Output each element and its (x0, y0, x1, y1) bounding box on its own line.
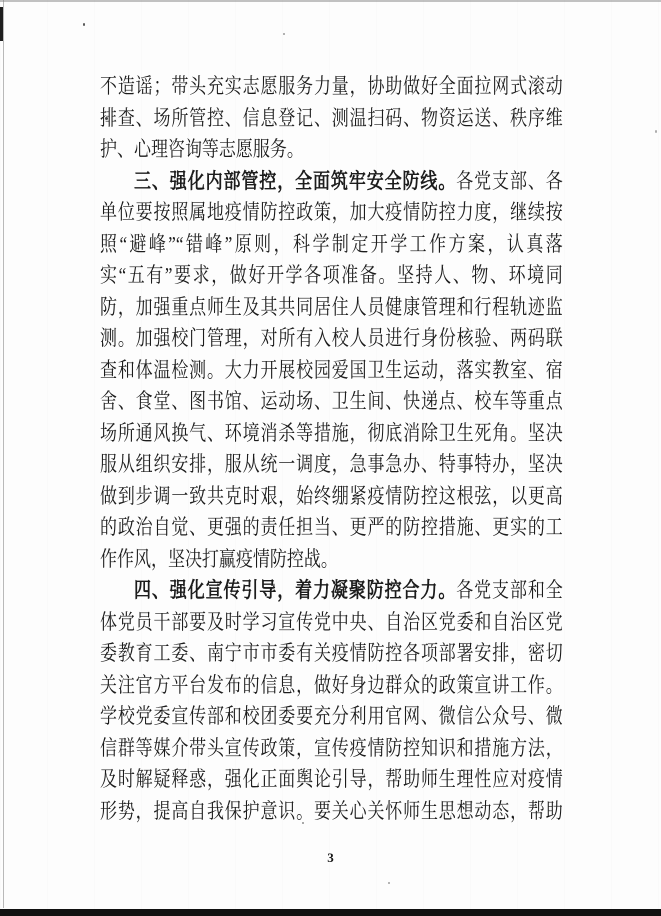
text-segment: 不造谣；带头充实志愿服务力量，协助做好全面拉网式滚动 (100, 74, 563, 98)
text-line (100, 197, 563, 229)
text-line (100, 701, 563, 733)
text-line (100, 733, 563, 765)
page-number: 3 (327, 850, 334, 865)
scan-edge-top-line (0, 0, 661, 2)
text-segment: 护、心理咨询等志愿服务。 (100, 137, 304, 161)
text-segment: 关注官方平台发布的信息，做好身边群众的政策宣讲工作。 (100, 672, 563, 697)
text-line (100, 638, 563, 670)
text-line (100, 229, 563, 261)
scan-speck (388, 882, 390, 884)
text-segment: 场所通风换气、环境消杀等措施，彻底消除卫生死角。坚决 (100, 420, 563, 445)
text-segment: 信群等媒介带头宣传政策，宣传疫情防控知识和措施方法， (100, 735, 563, 760)
text-line (100, 449, 563, 481)
text-segment: 查和体温检测。大力开展校园爱国卫生运动，落实教室、宿 (100, 357, 563, 382)
text-line (100, 512, 563, 544)
text-line (100, 103, 563, 135)
text-segment: 各党支部和全 (456, 578, 563, 602)
section-heading-segment: 三、强化内部管控，全面筑牢安全防线。 (133, 168, 457, 193)
scan-edge-left-mark (0, 7, 3, 41)
text-line (100, 796, 563, 828)
text-segment: 排查、场所管控、信息登记、测温扫码、物资运送、秩序维 (100, 105, 563, 130)
text-line (100, 607, 563, 639)
text-line (100, 418, 563, 450)
text-segment: 做到步调一致共克时艰，始终绷紧疫情防控这根弦，以更高 (100, 483, 563, 508)
text-segment: 学校党委宣传部和校团委要充分利用官网、微信公众号、微 (100, 704, 563, 728)
text-line (100, 166, 563, 198)
text-segment: 各党支部、各 (456, 168, 563, 193)
text-segment: 作作风，坚决打赢疫情防控战。 (100, 546, 338, 571)
text-segment: 的政治自觉、更强的责任担当、更严的防控措施、更实的工 (100, 515, 563, 539)
text-segment: 照“避峰”“错峰”原则，科学制定开学工作方案，认真落 (100, 231, 563, 256)
scan-speck (83, 23, 85, 26)
text-segment: 及时解疑释惑，强化正面舆论引导，帮助师生理性应对疫情 (100, 767, 563, 791)
text-line (100, 575, 563, 607)
text-segment: 单位要按照属地疫情防控政策，加大疫情防控力度，继续按 (100, 200, 563, 224)
text-segment: 体党员干部要及时学习宣传党中央、自治区党委和自治区党 (100, 609, 563, 634)
text-line (100, 355, 563, 387)
text-line (100, 670, 563, 702)
text-segment: 防，加强重点师生及其共同居住人员健康管理和行程轨迹监 (100, 294, 563, 319)
text-line (100, 544, 563, 576)
text-segment: 形势，提高自我保护意识。要关心关怀师生思想动态，帮助 (100, 798, 563, 823)
text-segment: 服从组织安排，服从统一调度，急事急办、特事特办，坚决 (100, 452, 563, 476)
text-line (100, 292, 563, 324)
text-segment: 测。加强校门管理，对所有入校人员进行身份核验、两码联 (100, 326, 563, 350)
section-heading-segment: 四、强化宣传引导，着力凝聚防控合力。 (133, 578, 457, 602)
text-line (100, 764, 563, 796)
text-segment: 实“五有”要求，做好开学各项准备。坚持人、物、环境同 (100, 263, 563, 287)
text-line (100, 386, 563, 418)
text-segment: 委教育工委、南宁市市委有关疫情防控各项部署安排，密切 (100, 641, 563, 665)
scan-speck (283, 33, 285, 35)
text-line (100, 323, 563, 355)
text-block (100, 71, 563, 827)
text-line (100, 134, 563, 166)
text-segment: 舍、食堂、图书馆、运动场、卫生间、快递点、校车等重点 (100, 389, 563, 413)
text-line (100, 481, 563, 513)
scan-edge-left-line (3, 0, 4, 908)
text-line (100, 71, 563, 103)
text-line (100, 260, 563, 292)
scan-speck (655, 130, 657, 133)
scan-edge-bottom-bar (0, 909, 661, 916)
